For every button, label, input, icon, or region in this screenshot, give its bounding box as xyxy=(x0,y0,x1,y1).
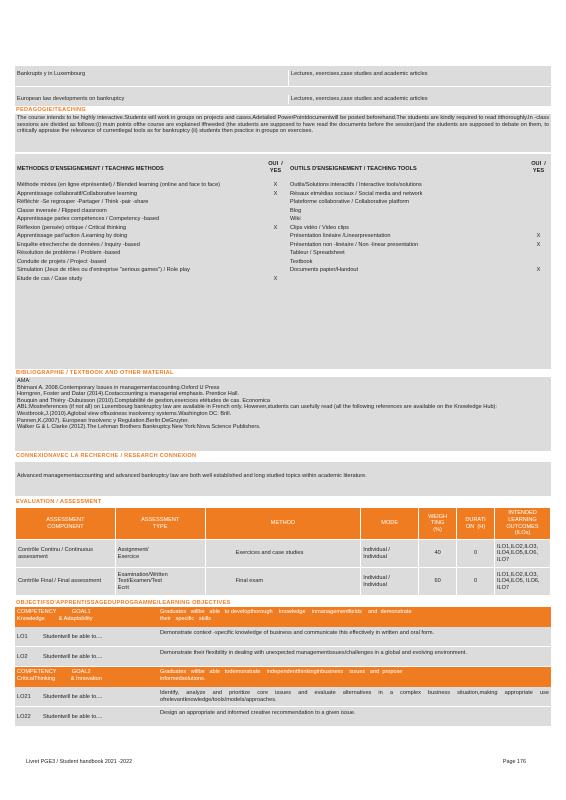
biblio-line: Bhimani A. 2008.Contemporary Issues in managementaccounting.Oxford U Press xyxy=(17,384,220,391)
objective-text: Design an appropriate and informed creative recommendation to a given issue. xyxy=(160,710,356,716)
evaluation-cell: 0 xyxy=(457,568,495,596)
goal2-row xyxy=(15,667,551,687)
tools-header-oui: OUI / YES xyxy=(531,161,546,174)
method-row xyxy=(15,191,288,200)
method-mark xyxy=(263,216,288,225)
methods-header xyxy=(15,160,551,182)
tool-mark xyxy=(526,250,551,259)
evaluation-cell: 0 xyxy=(457,540,495,568)
method-row xyxy=(15,276,288,285)
objective-who: Studentwill be able to.... xyxy=(43,634,103,640)
tool-label: Clips vidéo / Video clips xyxy=(290,224,349,231)
top-row xyxy=(15,87,551,104)
method-row xyxy=(15,259,288,268)
evaluation-cell: ILO1,ILO2,ILO3, ILO4,ILO5, ILO6, ILO7 xyxy=(494,568,550,596)
tool-mark xyxy=(526,208,551,217)
tool-label: Présentation non -linéaire / Non -linear presentation xyxy=(290,241,419,248)
top-row xyxy=(15,70,551,87)
method-row xyxy=(15,233,288,242)
objective-id: LO21 xyxy=(17,694,31,700)
tool-mark xyxy=(526,259,551,268)
evaluation-cell: ILO1,ILO2,ILO3, ILO4,ILO5,ILO6, ILO7 xyxy=(494,540,550,568)
tool-row xyxy=(288,233,551,242)
page xyxy=(15,66,551,727)
method-row xyxy=(15,250,288,259)
objective-text: Demonstrate their flexibility in dealing with unexpected managementissues/challenges in a global and evolving environment. xyxy=(160,650,467,656)
goal1-text: Graduates willbe able to developthorough knowledge inmanagementfields and demonstrate their specific skills xyxy=(160,609,412,622)
tool-label: Résaux etmédias sociaux / Social media and network xyxy=(290,190,423,197)
top-row-left: Bankrupts y in Luxembourg xyxy=(17,71,86,77)
method-label: Apprentissage collaboratif/Collaborative learning xyxy=(17,190,138,197)
pedagogy-title: PEDAGOGIE/TEACHING xyxy=(16,107,87,113)
footer-page: Page 176 xyxy=(502,759,526,765)
connexion-title: CONNEXIONAVEC LA RECHERCHE / RESEARCH CONNEXION xyxy=(16,453,197,459)
method-label: Réfléchir -Se regrouper -Partager / Think -pair -share xyxy=(17,199,149,205)
objective-who: Studentwill be able to.... xyxy=(43,654,103,660)
tool-label: Outils/Solutions interactifs / Interactive tools/solutions xyxy=(290,182,422,188)
tool-label: Plateforme collaborative / Collaborative platform xyxy=(290,199,410,205)
tool-label: Wiki xyxy=(290,216,301,222)
page-footer xyxy=(26,759,526,765)
top-row-left: European law developments on bankruptcy xyxy=(17,96,125,102)
biblio-line: Westbrook,J.(2010).Aglobal view ofbusiness insolvency systems.Washington DC: Brill. xyxy=(17,410,232,417)
top-row-right: Lectures, exercises,case studies and academic articles xyxy=(288,70,551,86)
method-row xyxy=(15,208,288,217)
method-label: Conduite de projets / Project -based xyxy=(17,258,107,265)
tool-row xyxy=(288,208,551,217)
evaluation-header-cell: ASSESSMENT COMPONENT xyxy=(16,508,116,540)
evaluation-body xyxy=(16,540,551,596)
evaluation-header-cell: MODE xyxy=(361,508,419,540)
method-label: Enquête etrecherche de données / Inquiry -based xyxy=(17,241,140,248)
method-row xyxy=(15,225,288,234)
methods-table xyxy=(15,154,551,369)
method-row xyxy=(15,216,288,225)
evaluation-row xyxy=(16,540,551,568)
goal2-text: Graduates willbe able todemonstrate independentthinkinginbusiness issues and propose informedsolutions. xyxy=(160,669,403,682)
objectives-title: OBJECTIFSD'APPRENTISSAGEDUPROGRAMME/LEARNING OBJECTIVES xyxy=(16,600,231,606)
tool-mark xyxy=(526,225,551,234)
tool-row xyxy=(288,242,551,251)
method-mark xyxy=(263,259,288,268)
method-mark xyxy=(263,250,288,259)
biblio-line: Walker G & L Clarke (2012).The Lehman Brothers Bankruptcy.New York:Nova Science Publishers. xyxy=(17,424,261,431)
method-label: Résolution de problème / Problem -based xyxy=(17,250,121,256)
tool-row xyxy=(288,199,551,208)
biblio-line: Pannen,K.(2007). European Insolvenc y Regulation.Berlin:DeGruyter. xyxy=(17,417,189,424)
tool-label: Blog xyxy=(290,207,302,214)
tool-mark: X xyxy=(536,241,541,248)
evaluation-header-cell: DURATI ON (H) xyxy=(457,508,495,540)
method-mark: X xyxy=(273,224,278,231)
evaluation-title: EVALUATION / ASSESSMENT xyxy=(16,499,102,505)
biblio-line: Horngren, Foster and Datar (2014).Costaccounting:a managerial emphasis. Prentice Hall. xyxy=(17,391,239,398)
objective-row xyxy=(15,687,551,707)
tool-row xyxy=(288,216,551,225)
goal1-objectives xyxy=(15,627,551,667)
objective-row xyxy=(15,707,551,727)
evaluation-header-cell: WEIGH TING (%) xyxy=(419,508,457,540)
objective-text: Identify, analyze and prioritize core issues and evaluate alternatives in a complex business situation,making appropriate use ofrelevantknowledge/tools/models/approaches. xyxy=(160,690,549,703)
top-row-right: Lectures, exercises,case studies and academic articles xyxy=(288,95,551,104)
tool-row xyxy=(288,267,551,276)
method-mark xyxy=(263,242,288,251)
methods-body xyxy=(15,182,551,284)
tool-mark: X xyxy=(536,267,541,273)
objective-row xyxy=(15,627,551,647)
tool-row xyxy=(288,250,551,259)
tool-row xyxy=(288,182,551,191)
biblio-line: ABL:Mostreferences (if not all) on Luxembourg bankruptcy law are available in French only. However,students can usefully read (all the following references are available on the Knowledge Hub): xyxy=(17,404,497,411)
method-mark xyxy=(263,199,288,208)
biblio-line: Bouquin and Thiéry -Dubuisson (2010).Comptabilité de gestion,exercices etétudes de cas. Economica xyxy=(17,397,271,404)
evaluation-cell: Individual / Individual xyxy=(361,540,419,568)
tool-label: Présentation linéaire /Linearpresentation xyxy=(290,233,391,239)
evaluation-cell: Individual / Individual xyxy=(361,568,419,596)
objective-id: LO22 xyxy=(17,714,31,720)
tool-label: Textbook xyxy=(290,258,313,265)
tools-header: OUTILS D'ENSEIGNEMENT / TEACHING TOOLS xyxy=(290,166,417,172)
goal2-label: COMPETENCY GOAL2 CriticalThinking & Innovation xyxy=(17,669,102,682)
evaluation-table xyxy=(15,507,551,596)
objective-row xyxy=(15,647,551,667)
method-label: Apprentissage parles compétences / Competency -based xyxy=(17,216,160,222)
evaluation-cell: Exercices and case studies xyxy=(205,540,361,568)
objectives xyxy=(15,607,551,727)
method-mark: X xyxy=(273,182,278,188)
evaluation-cell: Contrôle Continu / Continuous assessment xyxy=(16,540,116,568)
biblio-list xyxy=(15,377,551,451)
method-label: Simulation (Jeux de rôles ou d'entreprise "serious games") / Role play xyxy=(17,267,190,273)
tool-mark xyxy=(526,182,551,191)
evaluation-cell: Contrôle Final / Final assessment xyxy=(16,568,116,596)
method-row xyxy=(15,182,288,191)
evaluation-cell: Final exam xyxy=(205,568,361,596)
evaluation-header-cell: ASSESSMENT TYPE xyxy=(115,508,205,540)
methods-header-left: METHODES D'ENSEIGNEMENT / TEACHING METHODS xyxy=(17,166,164,172)
tool-row xyxy=(288,191,551,200)
objective-who: Studentwill be able to.... xyxy=(43,714,103,720)
method-mark xyxy=(263,267,288,276)
evaluation-header-row xyxy=(16,508,551,540)
connexion-text: Advanced managementaccounting and advanced bankruptcy law are both well established and long studied topics within academic literature. xyxy=(15,462,551,496)
methods-header-oui: OUI / YES xyxy=(268,161,283,174)
tool-label: Documents papier/Handout xyxy=(290,267,359,273)
evaluation-row xyxy=(16,568,551,596)
goal1-label: COMPETENCY GOAL1 Knowledge & Adaptability xyxy=(17,609,93,622)
tool-mark xyxy=(526,199,551,208)
method-label: Apprentissage parl'action /Learning by doing xyxy=(17,233,128,239)
objective-text: Demonstrate context -specific knowledge of business and communicate this effectively in written and oral form. xyxy=(160,630,435,636)
tool-label: Tableur / Spreadsheet xyxy=(290,250,345,256)
goal1-row xyxy=(15,607,551,627)
evaluation-cell: Assignment/ Exercice xyxy=(115,540,205,568)
method-mark xyxy=(263,208,288,217)
method-mark xyxy=(263,233,288,242)
biblio-line: AMA: xyxy=(17,378,31,384)
evaluation-header-cell: INTENDED LEARNING OUTCOMES (ILOs) xyxy=(494,508,550,540)
method-mark: X xyxy=(273,190,278,197)
goal2-objectives xyxy=(15,687,551,727)
method-row xyxy=(15,267,288,276)
objective-who: Studentwill be able to.... xyxy=(43,694,103,700)
evaluation-cell: Examination/Written Test/Examen/Test Ecrit xyxy=(115,568,205,596)
tool-row xyxy=(288,225,551,234)
evaluation-header-cell: METHOD xyxy=(205,508,361,540)
method-label: Méthode mixtes (en ligne etprésentiel) / Blended learning (online and face to face) xyxy=(17,182,221,188)
tools-list xyxy=(288,182,551,284)
method-label: Etude de cas / Case study xyxy=(17,275,83,282)
top-rows xyxy=(15,66,551,106)
objective-id: LO2 xyxy=(17,654,28,660)
method-label: Réflexion (pensée) critique / Critical thinking xyxy=(17,224,127,231)
tool-row xyxy=(288,259,551,268)
methods-list xyxy=(15,182,288,284)
tool-mark: X xyxy=(536,233,541,239)
objective-id: LO1 xyxy=(17,634,28,640)
footer-left: Livret PGE3 / Student handbook 2021 -2022 xyxy=(26,759,133,765)
biblio-title: BIBLIOGRAPHIE / TEXTBOOK AND OTHER MATERIAL xyxy=(16,370,174,376)
tool-mark xyxy=(526,191,551,200)
pedagogy-text: The course intends to be highly interactive.Students will work in groups on projects and cases.Adetailed PowerPointdocumentwill be posted beforehand.The students are kindly required to read itthoroughly.In -class sessions are divided as follows:(i) main points ofthe course are explained iffneeded (the students are supposed to have read the documents before the session)and the students are supposed to debate on them, to critically appraise the relevance of currentlegal tools as for bankruptcy (ii) students then practice in groups on exercises. xyxy=(15,114,551,152)
method-mark: X xyxy=(273,275,278,282)
tool-mark xyxy=(526,216,551,225)
evaluation-cell: 40 xyxy=(419,540,457,568)
method-label: Classe inversée / Flipped classroom xyxy=(17,207,107,214)
evaluation-cell: 60 xyxy=(419,568,457,596)
method-row xyxy=(15,242,288,251)
method-row xyxy=(15,199,288,208)
